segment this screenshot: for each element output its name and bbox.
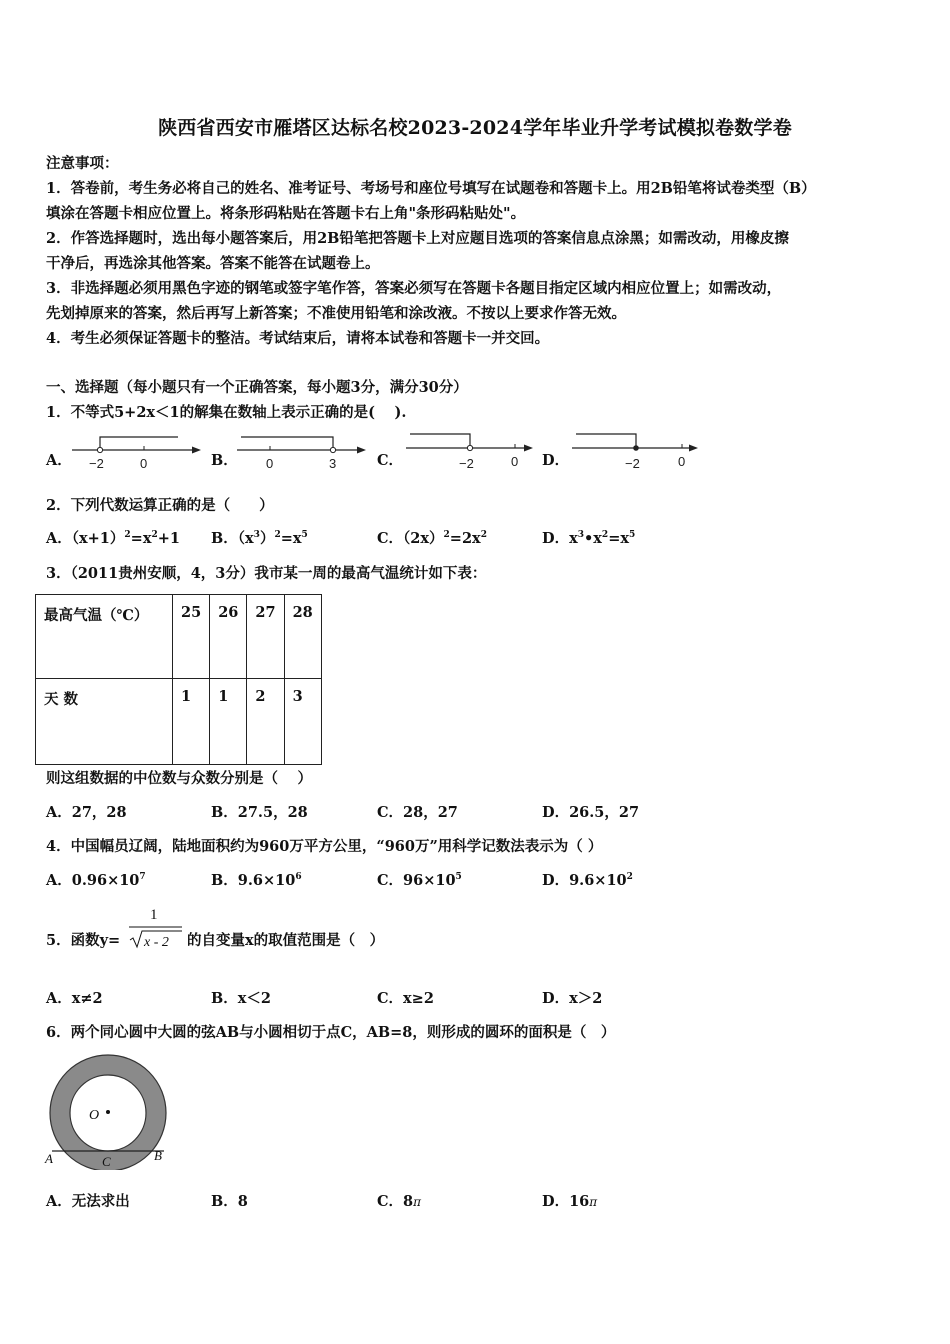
question-1-stem: 1．不等式5+2x＜1的解集在数轴上表示正确的是( ). xyxy=(46,404,407,421)
option-b: B．$9.6\times 10^6$ xyxy=(211,872,302,889)
option-c: C．$(2x)^2=2x^2$ xyxy=(377,530,487,547)
option-a: A．x≠2 xyxy=(46,990,103,1007)
table-cell: 28 xyxy=(284,595,321,679)
number-line-c xyxy=(402,428,542,472)
radicand: x - 2 xyxy=(144,935,169,950)
tick-label: 0 xyxy=(511,454,519,469)
tick-label: 3 xyxy=(329,456,337,471)
notice-line: 3．非选择题必须用黑色字迹的钢笔或签字笔作答，答案必须写在答题卡各题目指定区域内相应位置上；如需改动， xyxy=(46,280,782,297)
table-cell: 26 xyxy=(210,595,247,679)
option-a: A．$0.96\times 10^7$ xyxy=(46,872,146,889)
option-c: C．x≥2 xyxy=(377,990,434,1007)
label-center: O xyxy=(89,1108,100,1123)
table-cell: 1 xyxy=(210,679,247,765)
option-d: D．16π xyxy=(542,1193,598,1210)
tick-label: 0 xyxy=(140,456,148,471)
option-label: B． xyxy=(211,452,238,469)
question-5-stem-post: 的自变量x的取值范围是（ ） xyxy=(187,932,385,949)
tick-label: 0 xyxy=(266,456,274,471)
table-cell: 2 xyxy=(247,679,284,765)
label-b: B xyxy=(154,1148,162,1163)
table-cell: 1 xyxy=(173,679,210,765)
section-heading: 一、选择题（每小题只有一个正确答案，每小题3分，满分30分） xyxy=(46,379,468,396)
question-2-stem: 2．下列代数运算正确的是（ ） xyxy=(46,497,274,514)
question-6-stem: 6．两个同心圆中大圆的弦AB与小圆相切于点C，AB=8，则形成的圆环的面积是（ ） xyxy=(46,1024,616,1041)
option-b: B．27.5，28 xyxy=(211,804,308,821)
option-d: D．x＞2 xyxy=(542,990,603,1007)
label-a: A xyxy=(45,1151,53,1166)
table-header-cell: 最高气温（℃） xyxy=(36,595,173,679)
tick-label: 0 xyxy=(678,454,686,469)
number-line-a xyxy=(68,430,208,472)
question-5-stem-pre: 5．函数y= xyxy=(46,932,121,949)
notice-line: 干净后，再选涂其他答案。答案不能答在试题卷上。 xyxy=(46,255,380,272)
question-3-followup: 则这组数据的中位数与众数分别是（ ） xyxy=(46,770,313,787)
fraction-expression xyxy=(126,902,186,952)
number-line-b xyxy=(233,430,373,472)
question-4-stem: 4．中国幅员辽阔，陆地面积约为960万平方公里，“960万”用科学记数法表示为（ ） xyxy=(46,838,603,855)
tick-label: −2 xyxy=(459,456,474,471)
tick-label: −2 xyxy=(89,456,104,471)
option-label: D． xyxy=(542,452,570,469)
page-title: 陕西省西安市雁塔区达标名校2023-2024学年毕业升学考试模拟卷数学卷 xyxy=(158,117,792,139)
option-c: C．8π xyxy=(377,1193,422,1210)
option-a: A．无法求出 xyxy=(46,1193,130,1210)
notice-line: 填涂在答题卡相应位置上。将条形码粘贴在答题卡右上角"条形码粘贴处"。 xyxy=(46,205,526,222)
label-c: C xyxy=(102,1154,111,1169)
table-cell: 27 xyxy=(247,595,284,679)
option-b: B．x＜2 xyxy=(211,990,271,1007)
option-a: A．$(x+1)^2=x^2+1$ xyxy=(46,530,180,547)
table-cell: 3 xyxy=(284,679,321,765)
option-b: B．$(x^3)^2=x^5$ xyxy=(211,530,308,547)
table-header-cell: 天 数 xyxy=(36,679,173,765)
notice-line: 2．作答选择题时，选出每小题答案后，用2B铅笔把答题卡上对应题目选项的答案信息点涂黑；如需改动，用橡皮擦 xyxy=(46,230,789,247)
fraction-numerator: 1 xyxy=(150,907,158,923)
temperature-table xyxy=(35,594,322,765)
option-d: D．26.5，27 xyxy=(542,804,640,821)
concentric-circles-figure xyxy=(42,1050,177,1170)
option-d: D．$9.6\times 10^2$ xyxy=(542,872,633,889)
option-d: D．$x^3•x^2=x^5$ xyxy=(542,530,636,547)
number-line-d xyxy=(568,428,708,472)
notice-line: 先划掉原来的答案，然后再写上新答案；不准使用铅笔和涂改液。不按以上要求作答无效。 xyxy=(46,305,626,322)
option-b: B．8 xyxy=(211,1193,248,1210)
tick-label: −2 xyxy=(625,456,640,471)
notice-heading: 注意事项： xyxy=(46,155,119,172)
option-c: C．28，27 xyxy=(377,804,458,821)
option-label: C． xyxy=(377,452,404,469)
option-c: C．$96\times 10^5$ xyxy=(377,872,462,889)
question-3-stem: 3．（2011贵州安顺，4，3分）我市某一周的最高气温统计如下表： xyxy=(46,565,487,582)
notice-line: 4．考生必须保证答题卡的整洁。考试结束后，请将本试卷和答题卡一并交回。 xyxy=(46,330,550,347)
notice-line: 1．答卷前，考生务必将自己的姓名、准考证号、考场号和座位号填写在试题卷和答题卡上。用2B铅笔将试卷类型（B） xyxy=(46,180,816,197)
option-label: A． xyxy=(46,452,72,469)
option-a: A．27，28 xyxy=(46,804,127,821)
table-cell: 25 xyxy=(173,595,210,679)
